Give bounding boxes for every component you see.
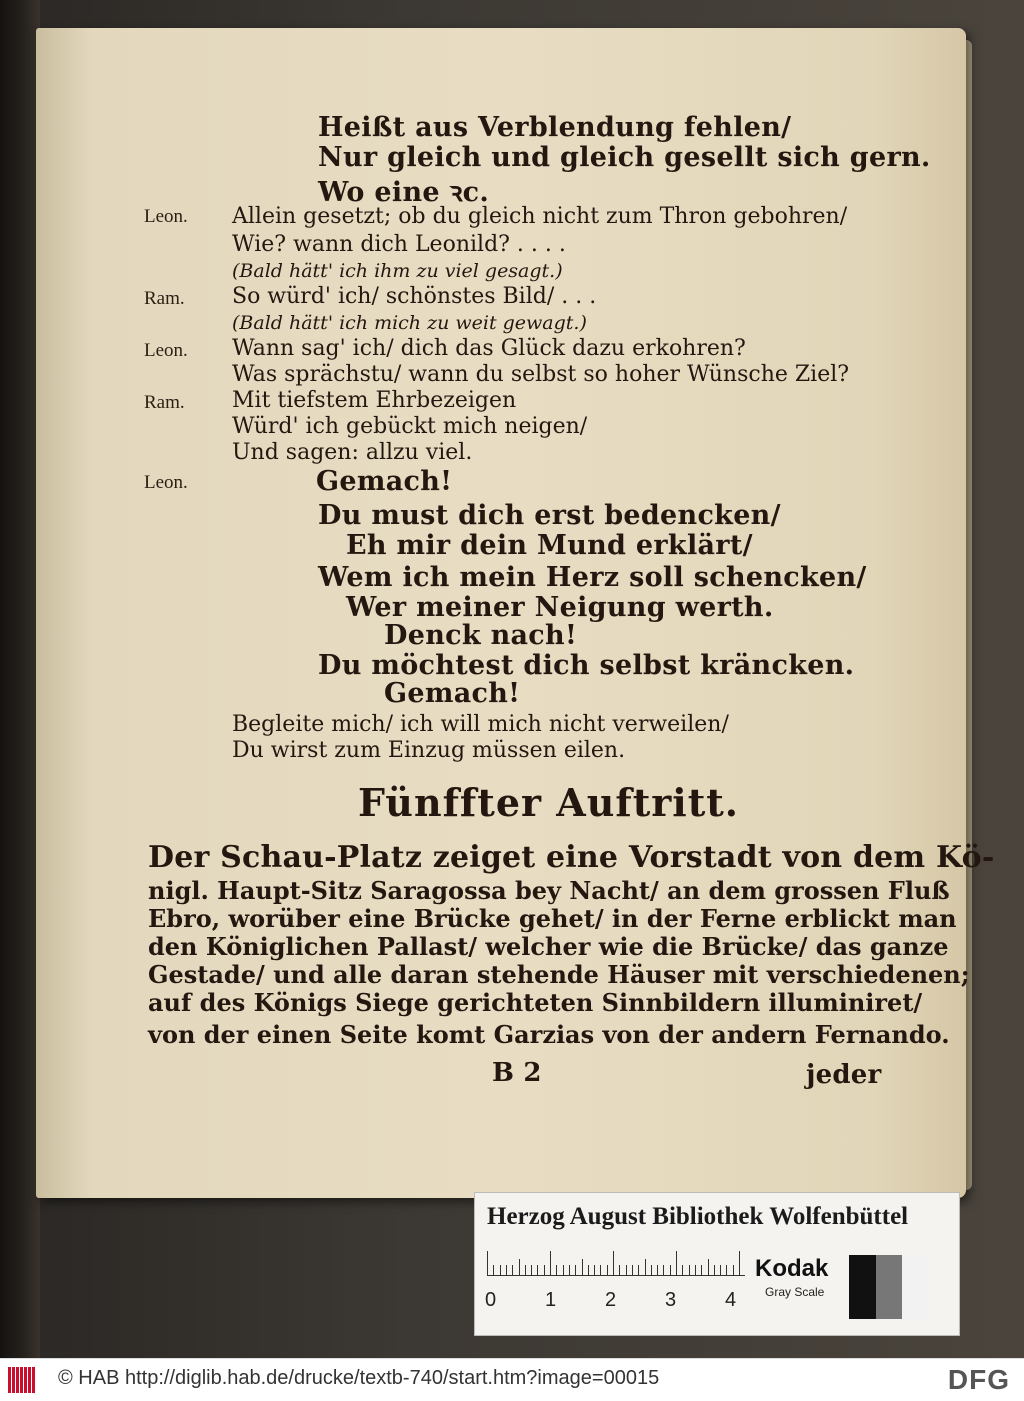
aria-line: Wer meiner Neigung werth. bbox=[346, 592, 774, 623]
ruler-tick bbox=[500, 1265, 501, 1275]
footer-bar bbox=[0, 1358, 1024, 1401]
speaker-label: Leon. bbox=[144, 472, 188, 493]
ruler-label: 1 bbox=[545, 1289, 557, 1311]
ruler-tick bbox=[720, 1265, 721, 1275]
stage-direction-line: Der Schau-Platz zeiget eine Vorstadt von dem Kö- bbox=[148, 840, 995, 875]
ruler-tick bbox=[588, 1265, 589, 1275]
aria-line: Gemach! bbox=[384, 678, 521, 709]
dialogue-line: Du wirst zum Einzug müssen eilen. bbox=[232, 738, 626, 763]
library-calibration-card bbox=[474, 1192, 960, 1336]
ruler-tick bbox=[714, 1265, 715, 1275]
ruler-tick bbox=[701, 1265, 702, 1275]
ruler-tick bbox=[663, 1265, 664, 1275]
ruler-tick bbox=[531, 1265, 532, 1275]
dialogue-line: Und sagen: allzu viel. bbox=[232, 440, 473, 465]
ruler-tick bbox=[487, 1251, 488, 1275]
ruler-tick bbox=[657, 1265, 658, 1275]
kodak-brand: Kodak bbox=[755, 1255, 829, 1282]
stage-direction-line: nigl. Haupt-Sitz Saragossa bey Nacht/ an dem grossen Fluß bbox=[148, 876, 950, 905]
ruler-tick bbox=[537, 1265, 538, 1275]
ruler-label: 3 bbox=[665, 1289, 677, 1311]
ruler-label: 0 bbox=[485, 1289, 497, 1311]
ruler-tick bbox=[695, 1265, 696, 1275]
gray-scale-patches bbox=[849, 1255, 929, 1319]
aria-line: Wem ich mein Herz soll schencken/ bbox=[318, 562, 867, 593]
library-title: Herzog August Bibliothek Wolfenbüttel bbox=[487, 1203, 909, 1230]
aside-line: (Bald hätt' ich ihm zu viel gesagt.) bbox=[232, 260, 563, 282]
footer-source-link[interactable]: © HAB http://diglib.hab.de/drucke/textb-740/start.htm?image=00015 bbox=[58, 1367, 660, 1389]
stage-direction-line: Gestade/ und alle daran stehende Häuser mit verschiedenen; bbox=[148, 960, 970, 989]
dialogue-line: Allein gesetzt; ob du gleich nicht zum Thron gebohren/ bbox=[232, 204, 848, 229]
ruler-tick bbox=[682, 1265, 683, 1275]
page-signature: B 2 bbox=[492, 1058, 542, 1088]
aria-line: Eh mir dein Mund erklärt/ bbox=[346, 530, 753, 561]
ruler-tick bbox=[626, 1265, 627, 1275]
verse-line: Heißt aus Verblendung fehlen/ bbox=[318, 112, 792, 143]
ruler-tick bbox=[506, 1265, 507, 1275]
ruler-tick bbox=[613, 1251, 614, 1275]
dialogue-line: Begleite mich/ ich will mich nicht verweilen/ bbox=[232, 712, 729, 737]
dialogue-line: Würd' ich gebückt mich neigen/ bbox=[232, 414, 588, 439]
ruler-tick bbox=[619, 1265, 620, 1275]
speaker-label: Ram. bbox=[144, 288, 185, 309]
ruler-tick bbox=[493, 1265, 494, 1275]
ruler-tick bbox=[670, 1265, 671, 1275]
aside-line: (Bald hätt' ich mich zu weit gewagt.) bbox=[232, 312, 587, 334]
aria-line: Du must dich erst bedencken/ bbox=[318, 500, 781, 531]
ruler-tick bbox=[645, 1259, 646, 1275]
aria-line: Du möchtest dich selbst kräncken. bbox=[318, 650, 855, 681]
stage-direction-line: auf des Königs Siege gerichteten Sinnbildern illuminiret/ bbox=[148, 988, 923, 1017]
ruler-tick bbox=[638, 1265, 639, 1275]
ruler-tick bbox=[676, 1251, 677, 1275]
ruler-scale bbox=[487, 1251, 745, 1276]
ruler-tick bbox=[726, 1265, 727, 1275]
ruler-tick bbox=[556, 1265, 557, 1275]
catchword: jeder bbox=[806, 1060, 882, 1090]
stage-direction-line: Ebro, worüber eine Brücke gehet/ in der Ferne erblickt man bbox=[148, 904, 957, 933]
dfg-logo: DFG bbox=[947, 1364, 1010, 1395]
ruler-tick bbox=[739, 1251, 740, 1275]
dialogue-line: Was sprächstu/ wann du selbst so hoher Wünsche Ziel? bbox=[232, 362, 850, 387]
ruler-tick bbox=[575, 1265, 576, 1275]
dialogue-line: Wann sag' ich/ dich das Glück dazu erkohren? bbox=[232, 336, 746, 361]
ruler-label: 2 bbox=[605, 1289, 617, 1311]
ruler-tick bbox=[708, 1259, 709, 1275]
speaker-label: Leon. bbox=[144, 206, 188, 227]
ruler-tick bbox=[563, 1265, 564, 1275]
verse-line: Wo eine ꝛc. bbox=[318, 177, 490, 208]
dialogue-line: Wie? wann dich Leonild? . . . . bbox=[232, 232, 566, 257]
ruler-tick bbox=[569, 1265, 570, 1275]
ruler-tick bbox=[600, 1265, 601, 1275]
book-binding bbox=[0, 0, 40, 1358]
ruler-tick bbox=[689, 1265, 690, 1275]
ruler-label: 4 bbox=[725, 1289, 737, 1311]
ruler-tick bbox=[651, 1265, 652, 1275]
gray-scale-label: Gray Scale bbox=[765, 1285, 825, 1299]
aria-line: Gemach! bbox=[316, 466, 453, 497]
speaker-label: Leon. bbox=[144, 340, 188, 361]
ruler-tick bbox=[550, 1251, 551, 1275]
ruler-tick bbox=[544, 1265, 545, 1275]
ruler-tick bbox=[512, 1265, 513, 1275]
scene-heading: Fünffter Auftritt. bbox=[358, 780, 740, 825]
ruler-tick bbox=[594, 1265, 595, 1275]
aria-line: Denck nach! bbox=[384, 620, 578, 651]
ruler-tick bbox=[525, 1265, 526, 1275]
stage-direction-line: von der einen Seite komt Garzias von der andern Fernando. bbox=[148, 1020, 950, 1049]
speaker-label: Ram. bbox=[144, 392, 185, 413]
ruler-tick bbox=[632, 1265, 633, 1275]
ruler-tick bbox=[733, 1265, 734, 1275]
dialogue-line: Mit tiefstem Ehrbezeigen bbox=[232, 388, 517, 413]
ruler-tick bbox=[582, 1259, 583, 1275]
ruler-tick bbox=[607, 1265, 608, 1275]
verse-line: Nur gleich und gleich gesellt sich gern. bbox=[318, 142, 931, 173]
hab-logo-icon bbox=[8, 1367, 38, 1393]
stage-direction-line: den Königlichen Pallast/ welcher wie die Brücke/ das ganze bbox=[148, 932, 949, 961]
dialogue-line: So würd' ich/ schönstes Bild/ . . . bbox=[232, 284, 597, 309]
ruler-tick bbox=[519, 1259, 520, 1275]
